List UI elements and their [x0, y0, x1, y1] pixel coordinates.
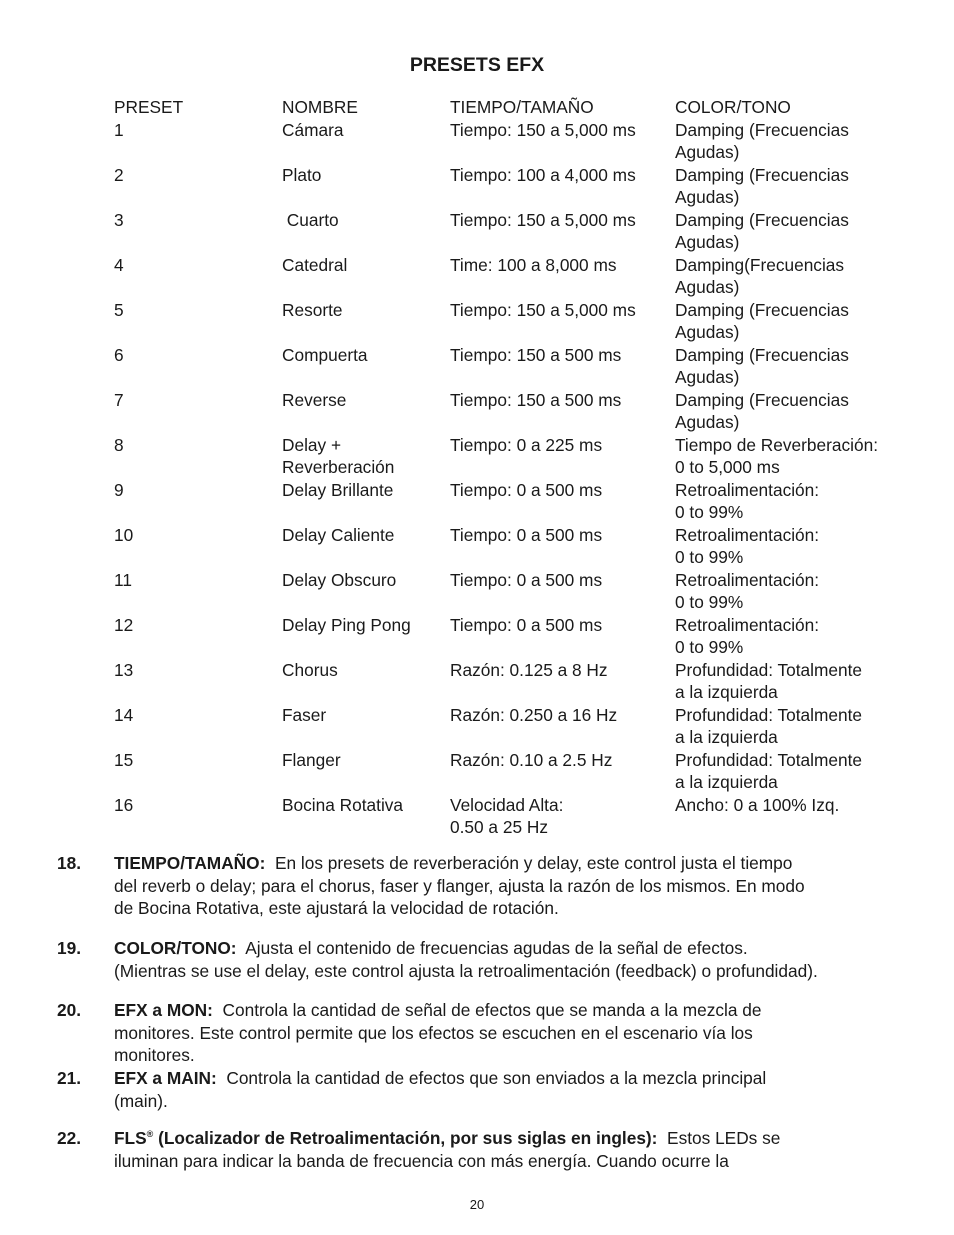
preset-number: 3: [114, 209, 124, 230]
preset-color-line: a la izquierda: [675, 682, 778, 702]
header-preset: PRESET: [114, 97, 184, 117]
table-row: [114, 344, 914, 389]
preset-color-line: Damping(Frecuencias: [675, 254, 845, 275]
item-label: COLOR/TONO:: [114, 938, 237, 958]
preset-color-line: Ancho: 0 a 100% Izq.: [675, 794, 840, 815]
preset-time: [450, 704, 617, 727]
item-number: 21.: [57, 1068, 82, 1088]
item-text: [114, 999, 904, 1067]
preset-number: 5: [114, 299, 124, 320]
page-number: 20: [469, 1197, 485, 1212]
item-text: [114, 1067, 904, 1112]
item-number: 19.: [57, 938, 82, 958]
preset-color: [675, 164, 849, 209]
preset-color: [675, 209, 849, 254]
preset-color-line: Agudas): [675, 322, 740, 342]
preset-name-line: Plato: [282, 164, 322, 185]
preset-color: [675, 254, 844, 299]
preset-name-line: Cuarto: [282, 209, 339, 230]
preset-name: [282, 209, 339, 232]
preset-time-line: Tiempo: 150 a 5,000 ms: [450, 119, 636, 140]
item-text-line: [114, 1127, 904, 1150]
registered-mark: ®: [146, 1129, 154, 1140]
item-text-line: [114, 937, 904, 960]
item-body: Estos LEDs se: [667, 1128, 781, 1148]
preset-color-line: 0 to 99%: [675, 547, 744, 567]
table-row: [114, 794, 914, 839]
preset-time-line: Razón: 0.250 a 16 Hz: [450, 704, 618, 725]
preset-time-line: Tiempo: 0 a 500 ms: [450, 479, 603, 500]
preset-name-line: Compuerta: [282, 344, 368, 365]
preset-color: [675, 524, 819, 569]
preset-time-line: Razón: 0.125 a 8 Hz: [450, 659, 608, 680]
preset-time-line: 0.50 a 25 Hz: [450, 817, 548, 837]
preset-color: [675, 434, 878, 479]
item-text-line: monitores. Este control permite que los efectos se escuchen en el escenario vía los: [114, 1022, 753, 1043]
preset-time: [450, 479, 602, 502]
table-row: [114, 614, 914, 659]
preset-color-line: a la izquierda: [675, 772, 778, 792]
preset-color: [675, 344, 849, 389]
preset-color-line: Damping (Frecuencias: [675, 344, 849, 365]
preset-time-line: Tiempo: 100 a 4,000 ms: [450, 164, 636, 185]
preset-time-line: Time: 100 a 8,000 ms: [450, 254, 617, 275]
preset-number: 9: [114, 479, 124, 500]
preset-color-line: Agudas): [675, 142, 740, 162]
item-text-line: [114, 1067, 904, 1090]
item-label: EFX a MAIN:: [114, 1068, 217, 1088]
preset-time: [450, 164, 636, 187]
item-body: Controla la cantidad de efectos que son enviados a la mezcla principal: [226, 1068, 767, 1088]
table-row: [114, 119, 914, 164]
presets-table-header: [114, 96, 914, 119]
table-row: [114, 434, 914, 479]
preset-color-line: 0 to 99%: [675, 637, 744, 657]
preset-name-line: Faser: [282, 704, 327, 725]
preset-time-line: Velocidad Alta:: [450, 794, 564, 815]
preset-number: 6: [114, 344, 124, 365]
table-row: [114, 479, 914, 524]
preset-time-line: Tiempo: 150 a 5,000 ms: [450, 209, 636, 230]
preset-name-line: Catedral: [282, 254, 348, 275]
preset-color-line: Profundidad: Totalmente: [675, 749, 863, 770]
preset-color-line: Agudas): [675, 232, 740, 252]
table-row: [114, 749, 914, 794]
table-row: [114, 569, 914, 614]
preset-name-line: Reverse: [282, 389, 347, 410]
preset-name-line: Delay +: [282, 434, 342, 455]
preset-name-line: Cámara: [282, 119, 344, 140]
preset-color-line: a la izquierda: [675, 727, 778, 747]
preset-time-line: Tiempo: 150 a 500 ms: [450, 389, 622, 410]
preset-color-line: Retroalimentación:: [675, 479, 820, 500]
preset-color: [675, 119, 849, 164]
item-label: (Localizador de Retroalimentación, por sus siglas en ingles):: [158, 1128, 658, 1148]
preset-time-line: Tiempo: 150 a 5,000 ms: [450, 299, 636, 320]
item-text: [114, 852, 904, 920]
preset-name: [282, 569, 396, 592]
preset-color: [675, 704, 862, 749]
preset-name: [282, 479, 393, 502]
preset-number: 10: [114, 524, 134, 545]
item-label: EFX a MON:: [114, 1000, 213, 1020]
preset-color-line: Retroalimentación:: [675, 614, 820, 635]
preset-number: 4: [114, 254, 124, 275]
preset-name-line: Reverberación: [282, 457, 395, 477]
table-row: [114, 299, 914, 344]
item-number: 20.: [57, 1000, 82, 1020]
preset-name-line: Resorte: [282, 299, 343, 320]
preset-number: 15: [114, 749, 134, 770]
page-title: PRESETS EFX: [409, 54, 545, 76]
preset-color-line: Damping (Frecuencias: [675, 164, 849, 185]
table-row: [114, 704, 914, 749]
preset-color: [675, 794, 839, 817]
item-text-line: del reverb o delay; para el chorus, faser y flanger, ajusta la razón de los mismos. En modo: [114, 875, 805, 896]
item-label: TIEMPO/TAMAÑO:: [114, 853, 266, 873]
preset-time: [450, 614, 602, 637]
preset-number: 2: [114, 164, 124, 185]
preset-time: [450, 659, 608, 682]
item-text-line: (main).: [114, 1090, 168, 1111]
preset-time: [450, 524, 602, 547]
preset-color: [675, 659, 862, 704]
item-text-line: de Bocina Rotativa, este ajustará la velocidad de rotación.: [114, 898, 559, 918]
preset-name: [282, 344, 368, 367]
preset-number: 16: [114, 794, 134, 815]
item-body: En los presets de reverberación y delay, este control justa el tiempo: [274, 853, 793, 873]
presets-table: [114, 96, 914, 839]
preset-time: [450, 749, 612, 772]
preset-color-line: Retroalimentación:: [675, 569, 820, 590]
preset-name: [282, 614, 411, 637]
preset-number: 11: [114, 569, 132, 590]
preset-color-line: Damping (Frecuencias: [675, 209, 849, 230]
preset-name: [282, 164, 321, 187]
preset-color-line: 0 to 99%: [675, 502, 744, 522]
item-body: Controla la cantidad de señal de efectos que se manda a la mezcla de: [222, 1000, 762, 1020]
preset-color-line: Damping (Frecuencias: [675, 299, 849, 320]
preset-color: [675, 749, 862, 794]
table-row: [114, 209, 914, 254]
preset-time: [450, 389, 621, 412]
preset-name: [282, 254, 347, 277]
preset-name: [282, 119, 343, 142]
item-number: 22.: [57, 1128, 82, 1148]
preset-time-line: Tiempo: 150 a 500 ms: [450, 344, 622, 365]
table-row: [114, 659, 914, 704]
preset-color-line: Tiempo de Reverberación:: [675, 434, 878, 455]
preset-color: [675, 614, 819, 659]
table-row: [114, 254, 914, 299]
preset-time-line: Razón: 0.10 a 2.5 Hz: [450, 749, 613, 770]
preset-time: [450, 119, 636, 142]
preset-name-line: Delay Ping Pong: [282, 614, 411, 635]
preset-color-line: Retroalimentación:: [675, 524, 820, 545]
preset-color-line: 0 to 99%: [675, 592, 744, 612]
preset-time: [450, 794, 563, 839]
preset-time: [450, 254, 617, 277]
preset-color-line: 0 to 5,000 ms: [675, 457, 780, 477]
preset-color-line: Damping (Frecuencias: [675, 389, 849, 410]
preset-color: [675, 569, 819, 614]
item-text-line: (Mientras se use el delay, este control ajusta la retroalimentación (feedback) o profundidad).: [114, 960, 818, 981]
preset-time: [450, 299, 636, 322]
preset-name: [282, 659, 338, 682]
item-number: 18.: [57, 853, 82, 873]
preset-time-line: Tiempo: 0 a 225 ms: [450, 434, 603, 455]
preset-name-line: Delay Brillante: [282, 479, 394, 500]
preset-number: 7: [114, 389, 124, 410]
preset-color-line: Damping (Frecuencias: [675, 119, 849, 140]
preset-name: [282, 704, 326, 727]
preset-color-line: Profundidad: Totalmente: [675, 704, 863, 725]
preset-color-line: Agudas): [675, 412, 740, 432]
preset-time: [450, 344, 621, 367]
item-text-line: iluminan para indicar la banda de frecuencia con más energía. Cuando ocurre la: [114, 1150, 729, 1171]
preset-color-line: Profundidad: Totalmente: [675, 659, 863, 680]
table-row: [114, 389, 914, 434]
item-text: [114, 937, 904, 982]
preset-name-line: Delay Obscuro: [282, 569, 397, 590]
preset-time: [450, 569, 602, 592]
preset-name: [282, 389, 346, 412]
preset-time-line: Tiempo: 0 a 500 ms: [450, 524, 603, 545]
item-body: Ajusta el contenido de frecuencias agudas de la señal de efectos.: [245, 938, 748, 958]
preset-color: [675, 299, 849, 344]
preset-name: [282, 524, 394, 547]
item-text-line: monitores.: [114, 1045, 195, 1065]
preset-name-line: Bocina Rotativa: [282, 794, 404, 815]
preset-name: [282, 434, 394, 479]
preset-name: [282, 299, 343, 322]
table-row: [114, 164, 914, 209]
preset-name: [282, 794, 403, 817]
preset-time-line: Tiempo: 0 a 500 ms: [450, 614, 603, 635]
preset-number: 12: [114, 614, 134, 635]
item-text-line: [114, 999, 904, 1022]
preset-color: [675, 389, 849, 434]
preset-time: [450, 209, 636, 232]
preset-color-line: Agudas): [675, 277, 740, 297]
header-color-tono: COLOR/TONO: [675, 97, 791, 117]
item-text-line: [114, 852, 904, 875]
preset-number: 13: [114, 659, 134, 680]
preset-name-line: Delay Caliente: [282, 524, 395, 545]
preset-name: [282, 749, 341, 772]
item-label-prefix: FLS: [114, 1128, 147, 1148]
preset-time: [450, 434, 602, 457]
item-text: [114, 1127, 904, 1172]
preset-color-line: Agudas): [675, 187, 740, 207]
preset-name-line: Flanger: [282, 749, 341, 770]
header-tiempo-tamano: TIEMPO/TAMAÑO: [450, 97, 594, 117]
preset-number: 1: [114, 119, 124, 140]
preset-number: 14: [114, 704, 134, 725]
preset-color-line: Agudas): [675, 367, 740, 387]
preset-name-line: Chorus: [282, 659, 338, 680]
preset-time-line: Tiempo: 0 a 500 ms: [450, 569, 603, 590]
table-row: [114, 524, 914, 569]
header-nombre: NOMBRE: [282, 97, 358, 117]
preset-color: [675, 479, 819, 524]
preset-number: 8: [114, 434, 124, 455]
